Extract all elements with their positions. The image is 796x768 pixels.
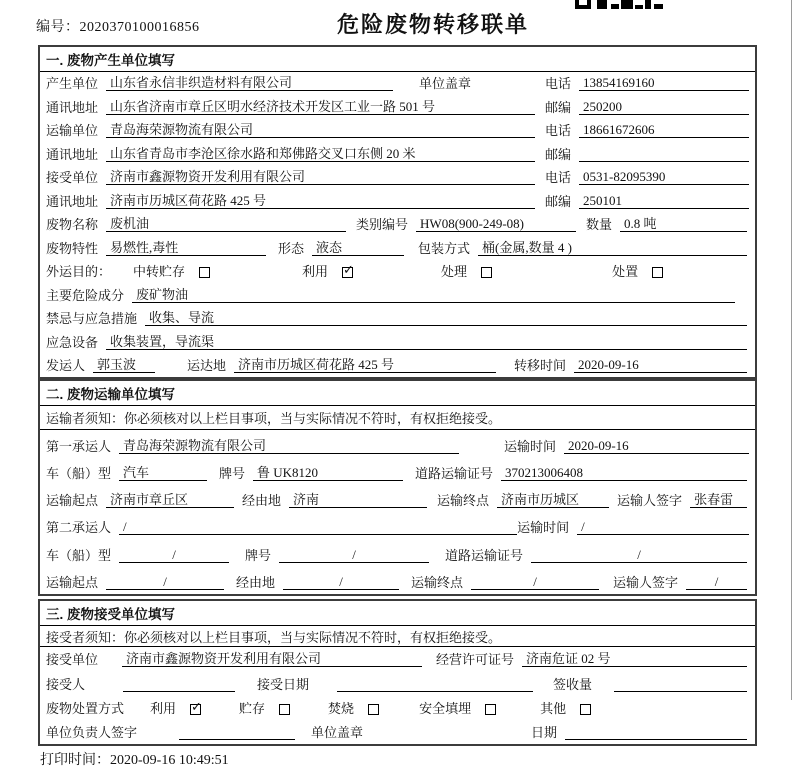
print-time — [40, 749, 229, 768]
receiver-address-label: 通讯地址 — [46, 193, 99, 209]
shipper-label: 发运人 — [46, 358, 86, 374]
row-disposal-method — [40, 696, 755, 720]
first-carrier-value: 青岛海荣源物流有限公司 — [119, 438, 459, 454]
disposal-incineration-label: 焚烧 — [328, 700, 355, 716]
business-license-value: 济南危证 02 号 — [522, 651, 747, 667]
hazard-component-value: 废矿物油 — [132, 287, 735, 303]
row-waste-name — [40, 213, 755, 236]
disposal-storage-checkbox — [279, 704, 290, 715]
purpose-option-treatment — [441, 264, 492, 279]
accept-person-value — [123, 677, 235, 692]
document-number-label: 编号： — [36, 20, 80, 35]
destination-label: 运达地 — [187, 358, 227, 374]
first-plate-value: 鲁 UK8120 — [253, 465, 403, 481]
second-route-end-value: / — [471, 574, 599, 590]
second-plate-label: 牌号 — [245, 547, 272, 563]
transport-address-value: 山东省青岛市李沧区徐水路和郑佛路交叉口东侧 20 米 — [106, 146, 535, 162]
row-hazard-component — [40, 283, 755, 306]
transport-zip-value — [579, 147, 749, 162]
row-producer-unit — [40, 72, 755, 95]
second-transport-time-value: / — [577, 519, 749, 535]
disposal-reuse-label: 利用 — [150, 700, 177, 716]
row-shipper — [40, 354, 755, 377]
first-road-license-label: 道路运输证号 — [415, 465, 494, 481]
qr-code-fragment — [575, 0, 663, 10]
second-route-end-label: 运输终点 — [411, 574, 464, 590]
first-route-end-label: 运输终点 — [437, 493, 490, 509]
producer-address-label: 通讯地址 — [46, 99, 99, 115]
first-route-start-value: 济南市章丘区 — [106, 492, 234, 508]
receiver-unit-value: 济南市鑫源物资开发利用有限公司 — [106, 169, 535, 185]
disposal-storage-label: 贮存 — [239, 700, 266, 716]
purpose-treatment-checkbox — [481, 267, 492, 278]
purpose-storage-checkbox — [199, 267, 210, 278]
accept-person-label: 接受人 — [46, 676, 86, 692]
row-accepting-unit — [40, 647, 755, 671]
waste-character-label: 废物特性 — [46, 240, 99, 256]
waste-name-value: 废机油 — [106, 216, 346, 232]
receiver-notice-text: 你必须核对以上栏目事项，当与实际情况不符时，有权拒绝接受。 — [124, 629, 502, 645]
section-transporter-title: 二. 废物运输单位填写 — [40, 381, 755, 406]
taboo-measures-label: 禁忌与应急措施 — [46, 311, 138, 327]
second-carrier-sign-value: / — [686, 574, 747, 590]
row-transfer-purpose — [40, 260, 755, 283]
print-time-value: 2020-09-16 10:49:51 — [110, 753, 229, 768]
purpose-storage-label: 中转贮存 — [133, 264, 186, 280]
receiver-zip-value: 250101 — [579, 193, 749, 209]
purpose-reuse-checkbox — [342, 267, 353, 278]
row-receiver-address — [40, 189, 755, 212]
second-transport-time-label: 运输时间 — [517, 520, 570, 536]
first-route-end-value: 济南市历城区 — [497, 492, 609, 508]
page-edge-line — [791, 0, 792, 700]
transfer-time-label: 转移时间 — [514, 358, 567, 374]
packing-label: 包装方式 — [418, 240, 471, 256]
producer-phone-label: 电话 — [545, 76, 572, 92]
taboo-measures-value: 收集、导流 — [145, 310, 747, 326]
receiver-address-value: 济南市历城区荷花路 425 号 — [106, 193, 535, 209]
producer-zip-label: 邮编 — [545, 99, 572, 115]
first-vehicle-type-label: 车（船）型 — [46, 465, 112, 481]
row-transport-address — [40, 142, 755, 165]
row-transporter-notice — [40, 406, 755, 430]
receiver-phone-label: 电话 — [545, 170, 572, 186]
first-route-start-label: 运输起点 — [46, 493, 99, 509]
disposal-reuse-checkbox — [190, 704, 201, 715]
hazard-component-label: 主要危险成分 — [46, 287, 125, 303]
print-time-label: 打印时间： — [40, 753, 110, 768]
first-transport-time-label: 运输时间 — [504, 438, 557, 454]
second-carrier-label: 第二承运人 — [46, 520, 112, 536]
row-second-route — [40, 567, 755, 594]
accept-date-value — [337, 677, 533, 692]
section-transporter — [38, 379, 757, 596]
purpose-option-disposal — [612, 264, 663, 279]
row-producer-address — [40, 95, 755, 118]
row-transport-unit — [40, 119, 755, 142]
waste-qty-value: 0.8 吨 — [620, 216, 747, 232]
disposal-incineration-checkbox — [368, 704, 379, 715]
producer-unit-label: 产生单位 — [46, 76, 99, 92]
responsible-sign-label: 单位负责人签字 — [46, 725, 138, 741]
row-first-vehicle — [40, 458, 755, 485]
unit-seal-label: 单位盖章 — [419, 76, 472, 92]
row-receiver-notice — [40, 626, 755, 647]
row-first-carrier — [40, 430, 755, 457]
purpose-reuse-label: 利用 — [302, 264, 329, 280]
transport-unit-value: 青岛海荣源物流有限公司 — [106, 122, 535, 138]
waste-qty-label: 数量 — [586, 217, 613, 233]
first-transport-time-value: 2020-09-16 — [564, 438, 749, 454]
transporter-notice-text: 你必须核对以上栏目事项，当与实际情况不符时，有权拒绝接受。 — [124, 411, 502, 427]
producer-phone-value: 13854169160 — [579, 75, 749, 91]
row-responsible-sign — [40, 720, 755, 744]
first-route-via-label: 经由地 — [242, 493, 282, 509]
section-producer — [38, 45, 757, 379]
section-receiver-title: 三. 废物接受单位填写 — [40, 601, 755, 626]
transport-phone-label: 电话 — [545, 123, 572, 139]
transfer-time-value: 2020-09-16 — [574, 357, 747, 373]
packing-value: 桶(金属,数量 4 ) — [478, 240, 747, 256]
second-route-via-label: 经由地 — [236, 574, 276, 590]
receiver-notice-label: 接受者须知： — [46, 629, 125, 645]
receiver-unit-label: 接受单位 — [46, 170, 99, 186]
first-route-via-value: 济南 — [289, 492, 427, 508]
purpose-disposal-checkbox — [652, 267, 663, 278]
row-second-carrier — [40, 512, 755, 539]
shipper-value: 郭玉波 — [93, 357, 155, 373]
waste-form-label: 形态 — [278, 240, 305, 256]
disposal-option-reuse — [150, 701, 201, 716]
second-route-via-value: / — [283, 574, 399, 590]
waste-character-value: 易燃性,毒性 — [106, 240, 266, 256]
first-plate-label: 牌号 — [219, 465, 246, 481]
purpose-option-storage — [133, 264, 210, 279]
row-second-vehicle — [40, 539, 755, 566]
first-carrier-sign-value: 张春雷 — [690, 492, 747, 508]
transport-address-label: 通讯地址 — [46, 146, 99, 162]
waste-code-label: 类别编号 — [356, 217, 409, 233]
transport-zip-label: 邮编 — [545, 146, 572, 162]
first-road-license-value: 370213006408 — [501, 465, 747, 481]
second-plate-value: / — [279, 547, 429, 563]
second-vehicle-type-label: 车（船）型 — [46, 547, 112, 563]
signed-qty-label: 签收量 — [553, 676, 593, 692]
second-road-license-label: 道路运输证号 — [445, 547, 524, 563]
signed-qty-value — [614, 677, 747, 692]
producer-address-value: 山东省济南市章丘区明水经济技术开发区工业一路 501 号 — [106, 99, 535, 115]
waste-code-value: HW08(900-249-08) — [416, 216, 576, 232]
disposal-option-incineration — [328, 701, 379, 716]
disposal-option-landfill — [419, 701, 496, 716]
row-waste-character — [40, 236, 755, 259]
business-license-label: 经营许可证号 — [436, 652, 515, 668]
disposal-landfill-checkbox — [485, 704, 496, 715]
first-vehicle-type-value: 汽车 — [119, 465, 207, 481]
second-route-start-label: 运输起点 — [46, 574, 99, 590]
purpose-disposal-label: 处置 — [612, 264, 639, 280]
accepting-unit-label: 接受单位 — [46, 652, 99, 668]
disposal-option-other — [540, 701, 591, 716]
disposal-landfill-label: 安全填埋 — [419, 700, 472, 716]
second-vehicle-type-value: / — [119, 547, 229, 563]
first-carrier-sign-label: 运输人签字 — [617, 493, 683, 509]
producer-zip-value: 250200 — [579, 99, 749, 115]
purpose-treatment-label: 处理 — [441, 264, 468, 280]
row-emergency-equipment — [40, 330, 755, 353]
section-producer-title: 一. 废物产生单位填写 — [40, 47, 755, 72]
producer-unit-value: 山东省永信非织造材料有限公司 — [106, 75, 393, 91]
transfer-purpose-label: 外运目的： — [46, 264, 112, 280]
second-carrier-sign-label: 运输人签字 — [613, 574, 679, 590]
purpose-option-reuse — [302, 264, 353, 279]
waste-name-label: 废物名称 — [46, 217, 99, 233]
page-title: 危险废物转移联单 — [336, 12, 529, 37]
document-number-value: 2020370100016856 — [79, 20, 200, 35]
receiver-seal-label: 单位盖章 — [311, 725, 364, 741]
second-route-start-value: / — [106, 574, 224, 590]
disposal-method-label: 废物处置方式 — [46, 700, 125, 716]
destination-value: 济南市历城区荷花路 425 号 — [234, 357, 496, 373]
row-taboo-measures — [40, 307, 755, 330]
row-first-route — [40, 485, 755, 512]
waste-form-value: 液态 — [312, 240, 404, 256]
transport-unit-label: 运输单位 — [46, 123, 99, 139]
transporter-notice-label: 运输者须知： — [46, 411, 125, 427]
responsible-sign-value — [179, 725, 295, 740]
sign-date-label: 日期 — [531, 725, 558, 741]
emergency-equipment-label: 应急设备 — [46, 334, 99, 350]
accept-date-label: 接受日期 — [257, 676, 310, 692]
sign-date-value — [565, 725, 747, 740]
emergency-equipment-value: 收集装置，导流渠 — [106, 334, 747, 350]
row-receiver-unit — [40, 166, 755, 189]
second-carrier-value: / — [119, 519, 517, 535]
receiver-zip-label: 邮编 — [545, 193, 572, 209]
row-accept-person — [40, 671, 755, 695]
section-receiver — [38, 599, 757, 746]
accepting-unit-value: 济南市鑫源物资开发利用有限公司 — [122, 651, 422, 667]
disposal-option-storage — [239, 701, 290, 716]
disposal-other-label: 其他 — [540, 700, 567, 716]
disposal-other-checkbox — [580, 704, 591, 715]
second-road-license-value: / — [531, 547, 747, 563]
receiver-phone-value: 0531-82095390 — [579, 169, 749, 185]
transport-phone-value: 18661672606 — [579, 122, 749, 138]
first-carrier-label: 第一承运人 — [46, 438, 112, 454]
